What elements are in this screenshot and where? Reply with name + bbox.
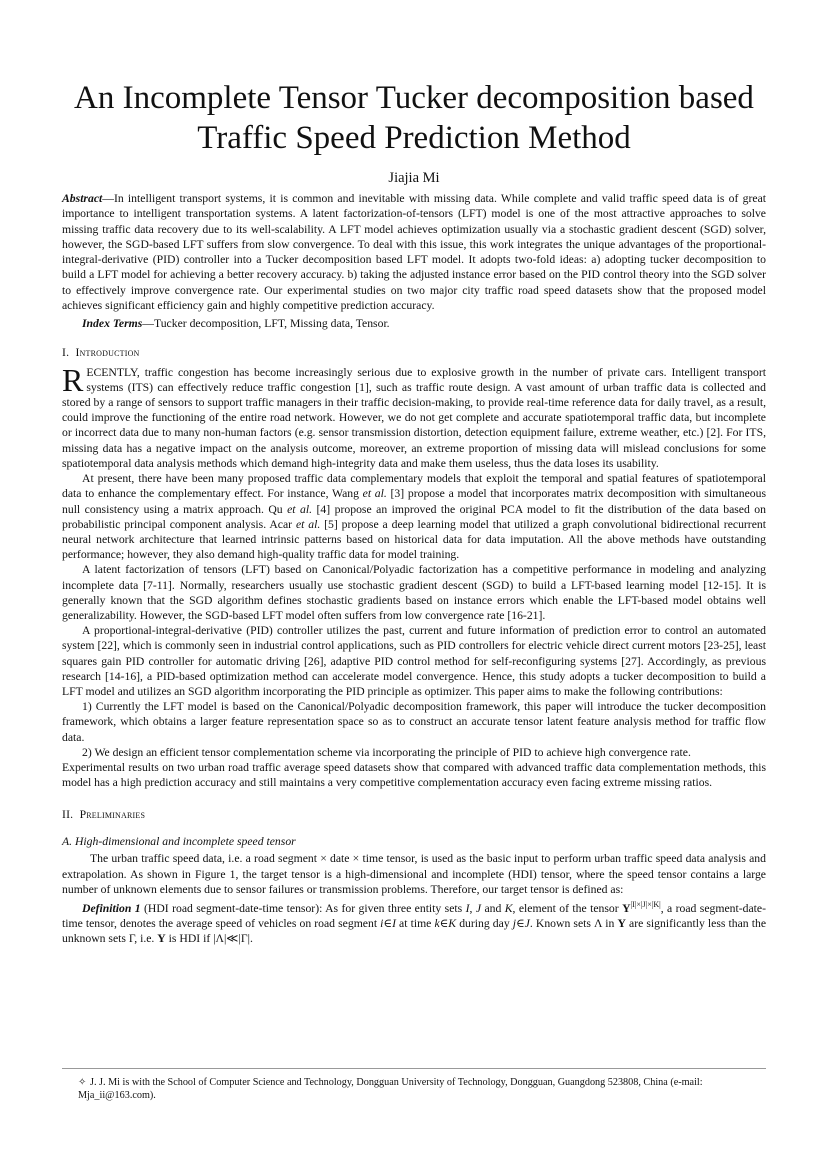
section-title: Introduction	[75, 345, 140, 359]
footnote-divider	[62, 1068, 766, 1069]
text-run: at time	[395, 917, 435, 931]
text-run: during day	[456, 917, 510, 931]
section-number: II.	[62, 808, 74, 822]
text-run: (HDI road segment-date-time tensor): As for given three entity sets	[140, 901, 466, 915]
text-run: , element of the tensor	[512, 901, 619, 915]
intro-paragraph-4: A proportional-integral-derivative (PID) controller utilizes the past, current and future information of prediction error to control an automated system [22], which is commonly seen in industrial control applications, such as PID controllers for electric vehicle direct current motors [23-25], least squares gain PID controller for automatic driving [26], adaptive PID control method for self-reconfiguring systems [27]. Accordingly, as previous research [14-16], a PID-based optimization method can accelerate model convergence. Hence, this study adopts a tucker decomposition to build a LFT model and utilizes an SGD algorithm incorporating the PID principle as optimizer. This paper aims to make the following contributions:	[62, 624, 766, 698]
math-symbol: Y	[622, 901, 631, 915]
paper-page	[62, 78, 766, 946]
abstract-lead: Abstract	[62, 192, 103, 205]
section-heading-introduction	[62, 346, 766, 359]
drop-cap: R	[62, 361, 84, 398]
intro-paragraph-5: Experimental results on two urban road traffic average speed datasets show that compared with advanced traffic data complementation methods, this model has a high prediction accuracy and still maintains a very competitive complementation accuracy even facing extreme missing ratios.	[62, 760, 766, 790]
etal-citation: et al.	[295, 517, 321, 531]
text-run: is HDI if |Λ|≪|Γ|.	[165, 932, 253, 946]
math-symbol: I	[465, 901, 470, 915]
preliminaries-paragraph-1: The urban traffic speed data, i.e. a road segment × date × time tensor, is used as the basic input to perform urban traffic speed data analysis and extrapolation. As shown in Figure 1, the target tensor is a high-dimensional and incomplete (HDI) tensor, where the speed tensor contains a large number of unknown elements due to sensor failures or transmission problems. Therefore, our target tensor is defined as:	[62, 852, 766, 896]
author-name: Jiajia Mi	[388, 170, 440, 186]
text-run: At present, there have been many proposed traffic data complementary models that exploit the temporal and spatial features of spatiotemporal data to enhance the complementary effect. For instance, Wang	[62, 472, 766, 501]
section-number: I.	[62, 345, 70, 359]
author-footnote	[78, 1076, 766, 1102]
text-run: [3] propose a model that incorporates matrix decomposition with simultaneous null consistency using a matrix approach. Qu	[62, 487, 766, 516]
index-terms	[82, 316, 766, 331]
section-heading-preliminaries	[62, 808, 766, 821]
math-symbol: i∈I	[380, 917, 396, 931]
text-run: are significantly less than the unknown sets Γ, i.e.	[62, 917, 767, 946]
intro-paragraph-3: A latent factorization of tensors (LFT) based on Canonical/Polyadic factorization has a competitive performance in modeling and analyzing incomplete data [7-11]. Normally, researchers usually use stochastic gradient descent (SGD) to build a LFT-based learning model [12-15]. It is generally known that the SGD algorithm defines stochastic gradients based on instance errors which enable the LFT-based model obtains well generalizability. However, the SGD-based LFT model often suffers from low convergence rate [16-21].	[62, 563, 766, 622]
text-run: [4] propose an improved the original PCA model to fit the distribution of the data based on probabilistic principal component analysis. Acar	[62, 502, 766, 531]
math-symbol: Y	[617, 917, 626, 931]
text-run: [5] propose a deep learning model that utilized a graph convolutional bidirectional recurrent neural network architecture that learned intrinsic patterns based on historical data for data imputation. All the above methods have outstanding performance; however, they also demand high-quality traffic data for model training.	[62, 517, 766, 562]
text-run: , a road segment-date-time tensor, denotes the average speed of vehicles on road segment	[62, 901, 766, 931]
text-run: . Known sets Λ in	[529, 917, 618, 931]
subsection-heading-a: A. High-dimensional and incomplete speed tensor	[62, 835, 296, 849]
abstract	[62, 191, 766, 313]
section-title: Preliminaries	[79, 808, 146, 822]
intro-paragraph-2	[62, 471, 766, 562]
intro-paragraph-1-text: ECENTLY, traffic congestion has become increasingly serious due to explosive growth in the number of private cars. Intelligent transport systems (ITS) can effectively reduce traffic congestion [1], such as traffic route design. A vast amount of urban traffic data is collected and stored by a range of sensors to support traffic managers in their traffic decision-making, to provide real-time reference data for daily travel, as a result, could improve the functioning of the entire road network. However, we do not get complete and accurate spatiotemporal traffic data, but incomplete or incorrect data due to many non-human factors (e.g. sensor transmission distortion, detection equipment failure, extreme weather, etc.) [2]. For ITS, missing data has a negative impact on the analysis outcome, moreover, an extreme proportion of missing data will mislead conclusions for some spatiotemporal data analysis methods which demand high-integrity data and make them useless, thus the data loses its usability.	[62, 365, 766, 470]
definition-1: Definition 1 (HDI road segment-date-time tensor): As for given three entity sets I, J and K, element of the tensor $Y^{|I|\times|J|\times|K|}$, a road segment-date-time tensor, denotes the average speed of vehicles on road segment i∈I at time k∈K during day j∈J. Known sets Λ in Y are significantly less than the unknown sets Γ, i.e. Y is HDI if |Λ|≪|Γ|.	[62, 899, 767, 946]
footnote-marker-icon: ✧	[78, 1077, 87, 1088]
footnote-text: J. J. Mi is with the School of Computer Science and Technology, Dongguan University of Technology, Dongguan, Guangdong 523808, China (e-mail: Mja_ii@163.com).	[78, 1077, 703, 1101]
math-superscript: |I|×|J|×|K|	[630, 899, 661, 909]
index-terms-text: —Tucker decomposition, LFT, Missing data, Tensor.	[142, 317, 390, 331]
contribution-1: 1) Currently the LFT model is based on the Canonical/Polyadic decomposition framework, this paper will introduce the tucker decomposition framework, which obtains a larger feature representation space so as to construct an accurate tensor latent feature analysis method for traffic flow data.	[62, 700, 766, 744]
intro-paragraph-1	[62, 361, 766, 471]
paper-title	[62, 78, 766, 158]
title-line-1: An Incomplete Tensor Tucker decomposition based	[74, 80, 754, 116]
index-terms-lead: Index Terms	[82, 317, 143, 331]
etal-citation: et al.	[287, 502, 313, 516]
title-line-2: Traffic Speed Prediction Method	[197, 120, 631, 156]
etal-citation: et al.	[362, 487, 387, 501]
math-symbol: Y	[157, 932, 166, 946]
contribution-2: 2) We design an efficient tensor complementation scheme via incorporating the principle of PID to achieve high convergence rate.	[82, 745, 691, 759]
math-symbol: j∈J	[512, 917, 530, 931]
abstract-text: —In intelligent transport systems, it is common and inevitable with missing data. While complete and valid traffic speed data is of great importance to intelligent transportation systems. A latent factorization-of-tensors (LFT) model is one of the most attractive approaches to solve missing traffic data recovery due to its well-scalability. A LFT model achieves optimization usually via a stochastic gradient descent (SGD) solver, however, the SGD-based LFT suffers from slow convergence. To deal with this issue, this work integrates the unique advantages of the proportional-integral-derivative (PID) controller into a Tucker decomposition based LFT model. It adopts two-fold ideas: a) adopting tucker decomposition to build a LFT model for achieving a better recovery accuracy. b) taking the adjusted instance error based on the PID control theory into the SGD solver to effectively improve convergence rate. Our experimental studies on two major city traffic road speed datasets show that the proposed model achieves significant efficiency gain and highly competitive prediction accuracy.	[62, 192, 766, 313]
math-symbol: J	[475, 901, 482, 915]
math-symbol: k∈K	[434, 917, 457, 931]
math-symbol: K	[504, 901, 513, 915]
definition-lead: Definition 1	[82, 901, 141, 915]
